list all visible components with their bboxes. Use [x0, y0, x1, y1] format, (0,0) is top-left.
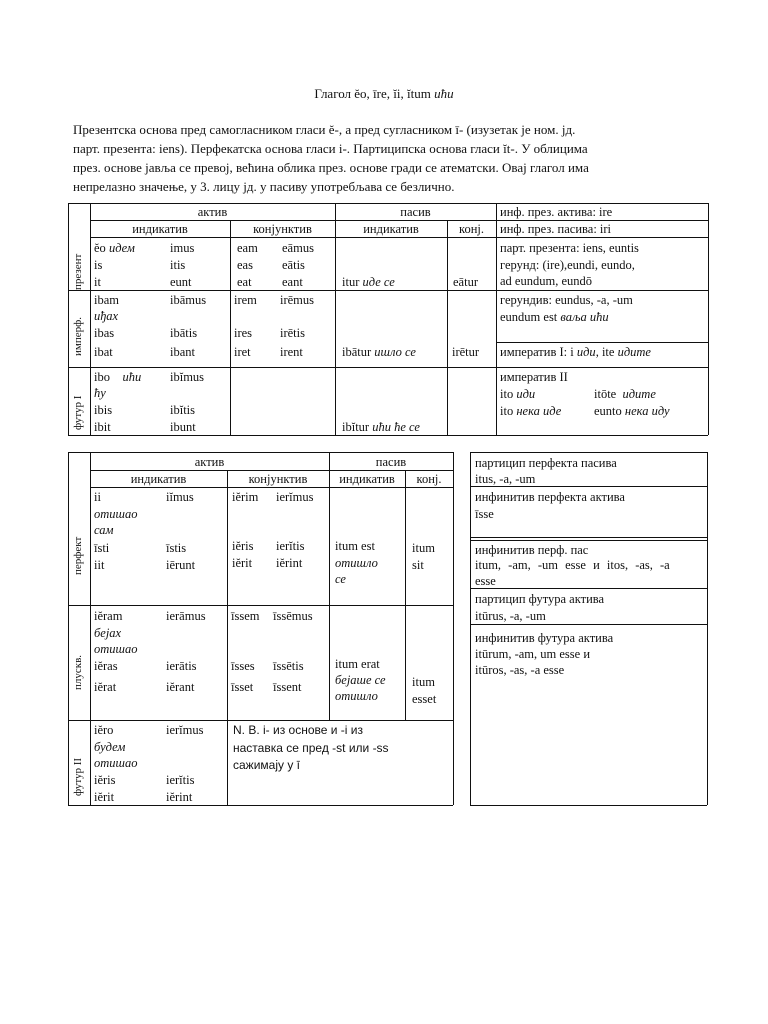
inf-pres-active: инф. през. актива: ire [500, 205, 613, 219]
imperative-ii-row: ito нека иде [500, 404, 562, 418]
form-cell: eātur [453, 275, 478, 289]
form-cell: ibam [94, 293, 119, 307]
form-cell: iērunt [166, 558, 196, 572]
note-line: N. B. i- из основе и -i из [233, 723, 364, 737]
form-cell: iĕrint [166, 790, 193, 804]
form-cell: iĕras [94, 659, 118, 673]
rule [329, 452, 330, 720]
rule [68, 452, 69, 805]
rule [90, 452, 91, 805]
header-konjunktiv: конјунктив [248, 472, 308, 486]
rule [227, 470, 228, 805]
form-cell: eātis [282, 258, 305, 272]
box-value: itūros, -as, -a esse [475, 663, 565, 677]
form-cell: iĕris [232, 539, 254, 553]
rule [68, 720, 453, 721]
intro-paragraph [73, 120, 697, 196]
gerund: герунд: (ire),eundi, eundo, [500, 258, 635, 272]
title-gloss: ићи [434, 86, 454, 101]
form-cell: ierĭmus [166, 723, 204, 737]
side-label-perfect: перфект [72, 536, 84, 575]
box-heading: инфинитив перф. пас [475, 543, 589, 557]
form-cell: iĕro [94, 723, 114, 737]
side-label-present: презент [72, 253, 84, 290]
form-cell: ibis [94, 403, 113, 417]
form-cell: ibo ићи [94, 370, 142, 384]
imperative-ii-row: ito иди [500, 387, 536, 401]
box-heading: партицип перфекта пасива [475, 456, 617, 470]
box-heading: партицип футура актива [475, 592, 605, 606]
rule [470, 452, 471, 805]
form-cell: imus [170, 241, 195, 255]
gloss-cell: ћу [94, 386, 106, 400]
gloss-cell: се [335, 572, 346, 586]
box-heading: инфинитив футура актива [475, 631, 614, 645]
imperative-i: императив I: i иди, ite идите [500, 345, 651, 359]
rule [68, 290, 708, 291]
header-indikativ: индикатив [132, 222, 188, 236]
form-cell: iĕrant [166, 680, 195, 694]
form-cell: it [94, 275, 101, 289]
rule [230, 220, 231, 435]
page-title [0, 86, 768, 102]
form-cell: irem [234, 293, 257, 307]
gloss-cell: отишао [94, 642, 138, 656]
header-indikativ: индикатив [130, 472, 187, 486]
form-cell: irētis [280, 326, 305, 340]
form-cell: ĕo идем [94, 241, 135, 255]
gerund-cont: ad eundum, eundō [500, 274, 592, 288]
rule [68, 367, 708, 368]
form-cell: iĕrint [276, 556, 303, 570]
form-cell: eunt [170, 275, 192, 289]
form-cell: eant [282, 275, 303, 289]
form-cell: itum est [335, 539, 375, 553]
rule [68, 452, 453, 453]
rule [470, 540, 707, 541]
imperative-ii: императив II [500, 370, 568, 384]
form-cell: sit [412, 558, 424, 572]
rule [335, 203, 336, 435]
form-cell: īstis [166, 541, 187, 555]
gloss-cell: отишло [335, 689, 378, 703]
participle-present: парт. презента: iens, euntis [500, 241, 639, 255]
form-cell: irētur [452, 345, 480, 359]
rule [470, 624, 707, 625]
note-line: наставка се пред -st или -ss [233, 741, 389, 755]
form-cell: ierĭtis [276, 539, 305, 553]
rule [90, 237, 708, 238]
gloss-cell: иђах [94, 309, 119, 323]
form-cell: ibĭtur ићи ће се [342, 420, 420, 434]
gerundive-cont: eundum est ваља ићи [500, 310, 609, 324]
form-cell: iĕrit [94, 790, 115, 804]
form-cell: ibat [94, 345, 113, 359]
rule [447, 220, 448, 435]
box-heading: инфинитив перфекта актива [475, 490, 625, 504]
form-cell: itum [412, 541, 435, 555]
form-cell: iĕrit [232, 556, 253, 570]
form-cell: ibāmus [170, 293, 207, 307]
header-indikativ-pasiv: индикатив [363, 222, 419, 236]
form-cell: ibas [94, 326, 115, 340]
form-cell: itur иде се [342, 275, 395, 289]
imperative-ii-row: itōte идите [594, 387, 656, 401]
intro-line: през. основе јавља се превој, већина облика през. основе гради се атематски. Овај глагол има [73, 160, 589, 175]
rule [496, 203, 497, 435]
rule [470, 805, 707, 806]
box-value: itus, -a, -um [475, 472, 536, 486]
rule [68, 435, 708, 436]
note-line: сажимају у ī [233, 758, 300, 772]
form-cell: eat [237, 275, 252, 289]
form-cell: irent [280, 345, 303, 359]
intro-line: непрелазно значење, у 3. лицу јд. у пасиву употребљава се безлично. [73, 179, 455, 194]
rule [90, 487, 453, 488]
form-cell: eam [237, 241, 258, 255]
form-cell: ierĭtis [166, 773, 195, 787]
header-indikativ-pasiv: индикатив [339, 472, 395, 486]
form-cell: itum erat [335, 657, 380, 671]
form-cell: ires [234, 326, 253, 340]
header-konj-pasiv: конј. [416, 472, 442, 486]
form-cell: ierātis [166, 659, 197, 673]
form-cell: ierĭmus [276, 490, 314, 504]
gloss-cell: отишао [94, 756, 138, 770]
form-cell: iĭmus [166, 490, 194, 504]
form-cell: īssēmus [273, 609, 313, 623]
form-cell: īsti [94, 541, 110, 555]
box-value: itūrum, -am, um esse и [475, 647, 591, 661]
form-cell: īsses [231, 659, 255, 673]
form-cell: ibātur ишло се [342, 345, 416, 359]
form-cell: iĕram [94, 609, 123, 623]
intro-line: парт. презента: iens). Перфекатска основа гласи i-. Партиципска основа гласи ĭt-. У облицима [73, 141, 588, 156]
form-cell: eas [237, 258, 253, 272]
form-cell: ibĭmus [170, 370, 205, 384]
form-cell: esset [412, 692, 437, 706]
side-label-future: футур I [72, 395, 84, 430]
header-konjunktiv: конјунктив [253, 222, 312, 236]
gloss-cell: бејах [94, 626, 122, 640]
form-cell: īsset [231, 680, 254, 694]
box-value: itum, -am, -um esse и itos, -as, -a [475, 558, 670, 572]
form-cell: ii [94, 490, 101, 504]
form-cell: iret [234, 345, 251, 359]
form-cell: ibit [94, 420, 111, 434]
form-cell: itum [412, 675, 435, 689]
gloss-cell: бејаше се [335, 673, 386, 687]
gloss-cell: сам [94, 523, 114, 537]
form-cell: irēmus [280, 293, 315, 307]
form-cell: iit [94, 558, 105, 572]
side-label-pluperfect: плускв. [72, 654, 84, 690]
form-cell: iĕris [94, 773, 116, 787]
form-cell: ibĭtis [170, 403, 196, 417]
gloss-cell: отишао [94, 507, 138, 521]
form-cell: itis [170, 258, 186, 272]
side-label-imperfect: имперф. [72, 317, 84, 356]
box-value: esse [475, 574, 496, 588]
form-cell: iĕrim [232, 490, 259, 504]
form-cell: ibunt [170, 420, 196, 434]
form-cell: ibant [170, 345, 195, 359]
rule [496, 342, 708, 343]
rule [470, 452, 707, 453]
rule [90, 203, 91, 435]
header-pasiv: пасив [375, 455, 407, 469]
rule [470, 537, 707, 538]
rule [708, 203, 709, 435]
intro-line: Презентска основа пред самогласником гласи ĕ-, а пред сугласником ī- (изузетак је ном. јд. [73, 122, 576, 137]
form-cell: ierāmus [166, 609, 206, 623]
box-value: īsse [475, 507, 494, 521]
rule [405, 470, 406, 720]
form-cell: is [94, 258, 103, 272]
gloss-cell: будем [94, 740, 126, 754]
header-aktiv: актив [197, 205, 228, 219]
form-cell: ibātis [170, 326, 198, 340]
rule [68, 203, 69, 435]
rule [453, 452, 454, 805]
inf-pres-passive: инф. през. пасива: iri [500, 222, 612, 236]
rule [68, 605, 453, 606]
form-cell: iĕrat [94, 680, 117, 694]
side-label-future-ii: футур II [72, 757, 84, 796]
header-konj-pasiv: конј. [459, 222, 484, 236]
header-pasiv: пасив [400, 205, 431, 219]
form-cell: īssent [273, 680, 302, 694]
header-aktiv: актив [194, 455, 225, 469]
gloss-cell: отишло [335, 556, 378, 570]
gerundive: герундив: eundus, -a, -um [500, 293, 633, 307]
form-cell: īssem [231, 609, 260, 623]
form-cell: eāmus [282, 241, 314, 255]
imperative-ii-row: eunto нека иду [594, 404, 670, 418]
rule [707, 452, 708, 805]
form-cell: īssētis [273, 659, 304, 673]
title-latin: Глагол ĕo, īre, ĭi, ĭtum [314, 86, 431, 101]
rule [470, 588, 707, 589]
box-value: itūrus, -a, -um [475, 609, 546, 623]
rule [68, 805, 453, 806]
